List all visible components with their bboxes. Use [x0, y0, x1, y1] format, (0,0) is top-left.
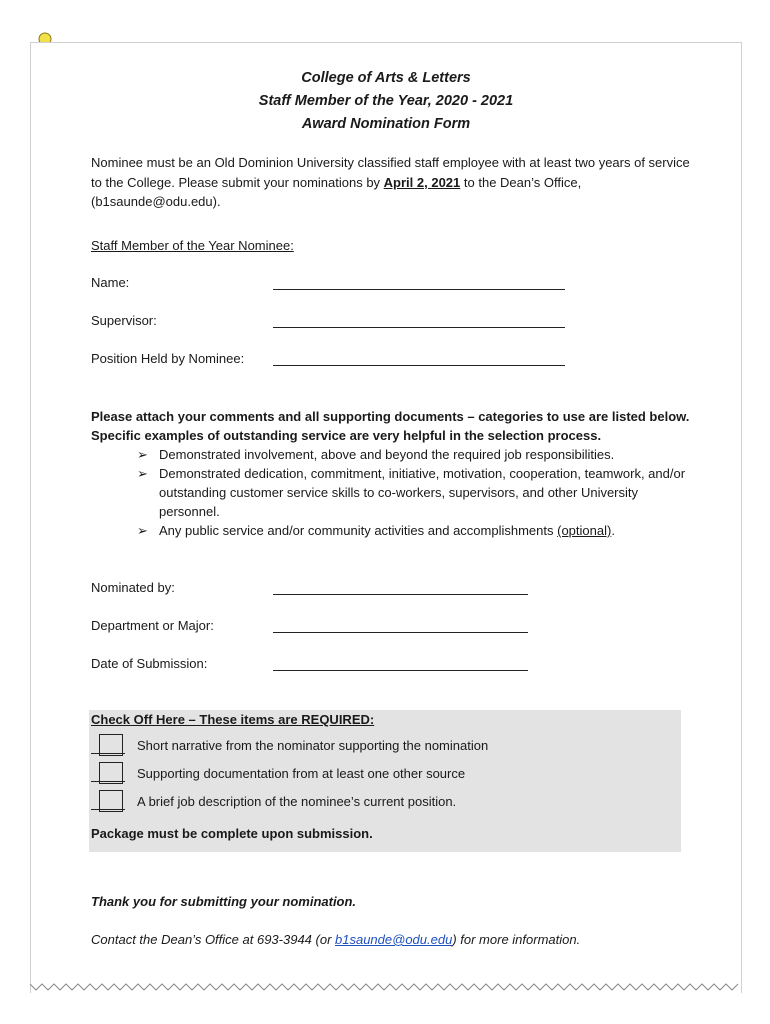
arrow-bullet-icon: ➢ [137, 523, 148, 538]
nominated-by-field[interactable] [91, 580, 691, 600]
checklist-label: A brief job description of the nominee’s current position. [137, 794, 457, 809]
submission-date-input-line[interactable] [273, 670, 528, 671]
field-label: Date of Submission: [91, 656, 208, 671]
position-field[interactable] [91, 351, 691, 371]
deadline-date: April 2, 2021 [383, 174, 461, 190]
intro-text: Nominee must be an Old Dominion University classified staff employee with at least two years of service to the College. Please submit your nominations by [91, 155, 690, 190]
criteria-text: Demonstrated dedication, commitment, initiative, motivation, cooperation, teamwork, and/or outstanding customer service skills to co-workers, supervisors, and other University personnel. [159, 466, 686, 519]
email-link[interactable]: b1saunde@odu.edu [335, 932, 453, 947]
supervisor-input-line[interactable] [273, 327, 565, 328]
nominee-section-heading: Staff Member of the Year Nominee: [91, 238, 294, 253]
arrow-bullet-icon: ➢ [137, 447, 148, 462]
checklist-label: Short narrative from the nominator supporting the nomination [137, 738, 489, 753]
checkbox[interactable] [91, 762, 125, 784]
required-checklist [89, 710, 681, 852]
submission-date-field[interactable] [91, 656, 691, 676]
intro-text-end: to the Dean’s Office, (b1saunde@odu.edu). [91, 174, 582, 209]
supervisor-field[interactable] [91, 313, 691, 333]
nominated-by-input-line[interactable] [273, 594, 528, 595]
checklist-item[interactable] [91, 762, 651, 786]
contact-text-end: ) for more information. [452, 932, 581, 947]
list-item [91, 445, 691, 464]
list-item [91, 521, 691, 540]
checklist-item[interactable] [91, 790, 651, 814]
position-input-line[interactable] [273, 365, 565, 366]
optional-note: (optional) [557, 523, 612, 538]
field-label: Nominated by: [91, 580, 175, 595]
title-award-year: Staff Member of the Year, 2020 - 2021 [258, 93, 514, 109]
contact-text: Contact the Dean’s Office at 693-3944 (or [91, 932, 336, 947]
field-label: Supervisor: [91, 313, 157, 328]
title-college: College of Arts & Letters [301, 70, 471, 86]
checklist-heading: Check Off Here – These items are REQUIRED: [91, 712, 375, 727]
contact-line [91, 932, 580, 947]
checklist-item[interactable] [91, 734, 651, 758]
intro-paragraph [91, 153, 691, 212]
thank-you-note: Thank you for submitting your nomination. [91, 894, 357, 909]
name-field[interactable] [91, 275, 691, 295]
attach-instructions: Please attach your comments and all supporting documents – categories to use are listed below. Specific examples of outstanding service are very helpful in the selection process. [91, 409, 690, 443]
criteria-text: Any public service and/or community activities and accomplishments [159, 523, 558, 538]
checklist-footer: Package must be complete upon submission. [91, 826, 373, 841]
arrow-bullet-icon: ➢ [137, 466, 148, 481]
form-page [30, 42, 742, 993]
checkbox[interactable] [91, 790, 125, 812]
criteria-text-end: . [611, 523, 615, 538]
department-field[interactable] [91, 618, 691, 638]
criteria-list [91, 445, 691, 540]
department-input-line[interactable] [273, 632, 528, 633]
field-label: Department or Major: [91, 618, 214, 633]
list-item [91, 464, 691, 521]
title-form-name: Award Nomination Form [301, 116, 471, 132]
torn-edge-divider [30, 978, 741, 996]
name-input-line[interactable] [273, 289, 565, 290]
field-label: Position Held by Nominee: [91, 351, 245, 366]
checkbox[interactable] [91, 734, 125, 756]
field-label: Name: [91, 275, 130, 290]
criteria-text: Demonstrated involvement, above and beyond the required job responsibilities. [159, 447, 615, 462]
checklist-label: Supporting documentation from at least one other source [137, 766, 466, 781]
form-title [91, 67, 681, 136]
